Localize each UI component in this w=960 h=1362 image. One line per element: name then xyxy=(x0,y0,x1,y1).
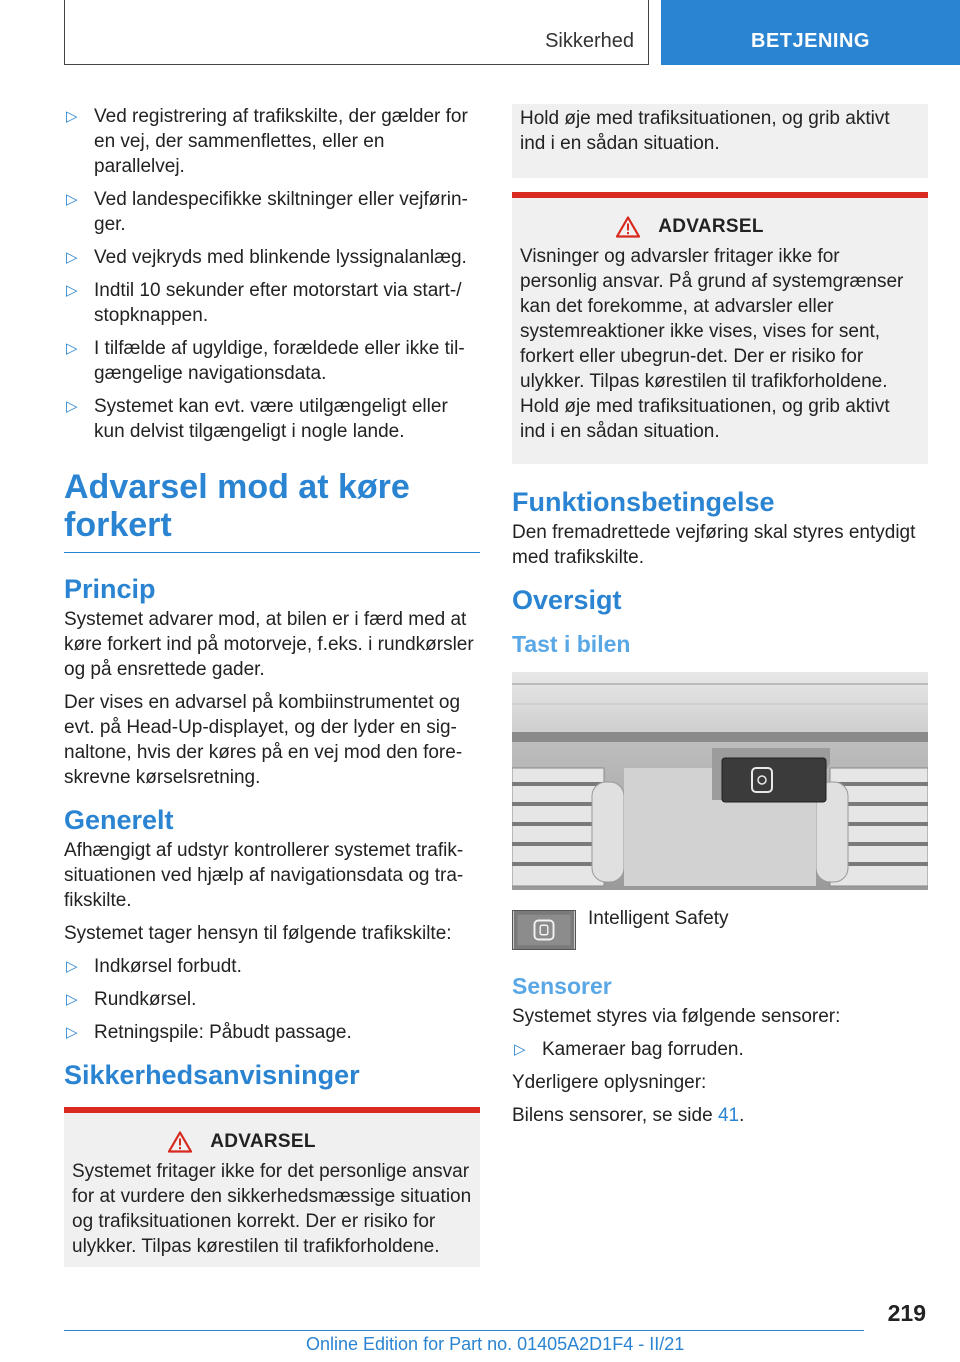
list-item: ▷ Indkørsel forbudt. xyxy=(66,956,242,977)
traffic-signs-list xyxy=(64,954,480,1045)
princip-text-2: Der vises en advarsel på kombiinstrumentet og evt. på Head-Up-displayet, og der lyder en sig-naltone, hvis der køres på en vej mod den fore-skrevne kørselsretning. xyxy=(64,692,463,788)
footer-divider xyxy=(64,1330,864,1331)
page-number: 219 xyxy=(887,1300,926,1326)
sensors-heading: Sensorer xyxy=(512,973,612,999)
triangle-bullet-icon: ▷ xyxy=(66,958,78,975)
intelligent-safety-icon xyxy=(512,910,576,950)
warning-header xyxy=(72,1131,472,1153)
sensors-text: Systemet styres via følgende sensorer: xyxy=(512,1006,841,1027)
warning-continued-text: Hold øje med trafiksituationen, og grib aktivt ind i en sådan situation. xyxy=(520,108,890,154)
button-in-car-heading: Tast i bilen xyxy=(512,631,631,657)
function-condition-heading: Funktionsbetingelse xyxy=(512,487,775,517)
section-title: Advarsel mod at køre forkert xyxy=(64,468,480,553)
header-section-box xyxy=(64,0,649,65)
list-item: ▷ I tilfælde af ugyldige, forældede eller ikke til-gængelige navigationsdata. xyxy=(66,338,465,384)
header-section-title: Sikkerhed xyxy=(545,30,634,52)
list-item: ▷ Systemet kan evt. være utilgængeligt eller kun delvist tilgængeligt i nogle lande. xyxy=(66,396,448,442)
warning-triangle-icon xyxy=(168,1131,192,1153)
list-item: ▷ Ved registrering af trafikskilte, der gælder for en vej, der sammenflettes, eller en parallelvej. xyxy=(66,106,468,177)
more-info-label: Yderligere oplysninger: xyxy=(512,1072,707,1093)
triangle-bullet-icon: ▷ xyxy=(66,108,78,125)
right-column xyxy=(512,104,928,1136)
generelt-text-1: Afhængigt af udstyr kontrollerer systemet trafik-situationen ved hjælp af navigationsdata og tra-fikskilte. xyxy=(64,840,464,911)
intelligent-safety-key-row xyxy=(512,910,928,950)
triangle-bullet-icon: ▷ xyxy=(66,191,78,208)
warning-header xyxy=(520,216,920,238)
left-column xyxy=(64,104,480,1267)
sensors-list xyxy=(512,1037,928,1062)
triangle-bullet-icon: ▷ xyxy=(514,1041,526,1058)
list-item: ▷ Ved vejkryds med blinkende lyssignalanlæg. xyxy=(66,247,467,268)
header-chapter-tab[interactable] xyxy=(661,0,960,65)
triangle-bullet-icon: ▷ xyxy=(66,398,78,415)
warning-label: ADVARSEL xyxy=(658,216,764,237)
generelt-text-2: Systemet tager hensyn til følgende trafikskilte: xyxy=(64,923,452,944)
list-item: ▷ Retningspile: Påbudt passage. xyxy=(66,1022,352,1043)
header-chapter-label: BETJENING xyxy=(751,30,870,52)
warning-box-continued xyxy=(512,104,928,178)
warning-label: ADVARSEL xyxy=(210,1131,316,1152)
generelt-heading: Generelt xyxy=(64,805,174,835)
list-item: ▷ Indtil 10 sekunder efter motorstart via start-/ stopknappen. xyxy=(66,280,462,326)
list-item: ▷ Rundkørsel. xyxy=(66,989,197,1010)
footer-edition: Online Edition for Part no. 01405A2D1F4 - II/21 xyxy=(306,1334,685,1354)
overview-heading: Oversigt xyxy=(512,585,622,615)
triangle-bullet-icon: ▷ xyxy=(66,991,78,1008)
warning-text: Visninger og advarsler fritager ikke for personlig ansvar. På grund af systemgrænser kan det forekomme, at advarsler eller systemreaktioner ikke vises, vises for sent, forkert eller ubegrun-det. Der er risiko for ulykker. Tilpas kørestilen til trafikforholdene. Hold øje med trafiksituationen, og grib aktivt ind i en sådan situation. xyxy=(520,246,904,442)
triangle-bullet-icon: ▷ xyxy=(66,1024,78,1041)
warning-box xyxy=(512,192,928,464)
princip-text-1: Systemet advarer mod, at bilen er i færd med at køre forkert ind på motorveje, f.eks. i rundkørsler og på ensrettede gader. xyxy=(64,609,474,680)
page-reference-link[interactable]: 41 xyxy=(717,1105,740,1126)
triangle-bullet-icon: ▷ xyxy=(66,340,78,357)
dashboard-button-photo xyxy=(512,672,928,890)
list-item: ▷ Ved landespecifikke skiltninger eller vejførin-ger. xyxy=(66,189,468,235)
triangle-bullet-icon: ▷ xyxy=(66,249,78,266)
safety-notes-heading: Sikkerhedsanvisninger xyxy=(64,1060,360,1090)
key-label: Intelligent Safety xyxy=(588,908,729,929)
function-condition-text: Den fremadrettede vejføring skal styres entydigt med trafikskilte. xyxy=(512,522,916,568)
warning-box xyxy=(64,1107,480,1267)
warning-triangle-icon xyxy=(616,216,640,238)
princip-heading: Princip xyxy=(64,574,156,604)
warning-text: Systemet fritager ikke for det personlige ansvar for at vurdere den sikkerhedsmæssige situation og trafiksituationen korrekt. Der er risiko for ulykker. Tilpas kørestilen til trafikforholdene. xyxy=(72,1161,472,1257)
sensor-reference: Bilens sensorer, se side 41. xyxy=(512,1105,745,1126)
limitations-list xyxy=(64,104,480,444)
triangle-bullet-icon: ▷ xyxy=(66,282,78,299)
list-item: ▷ Kameraer bag forruden. xyxy=(514,1039,744,1060)
